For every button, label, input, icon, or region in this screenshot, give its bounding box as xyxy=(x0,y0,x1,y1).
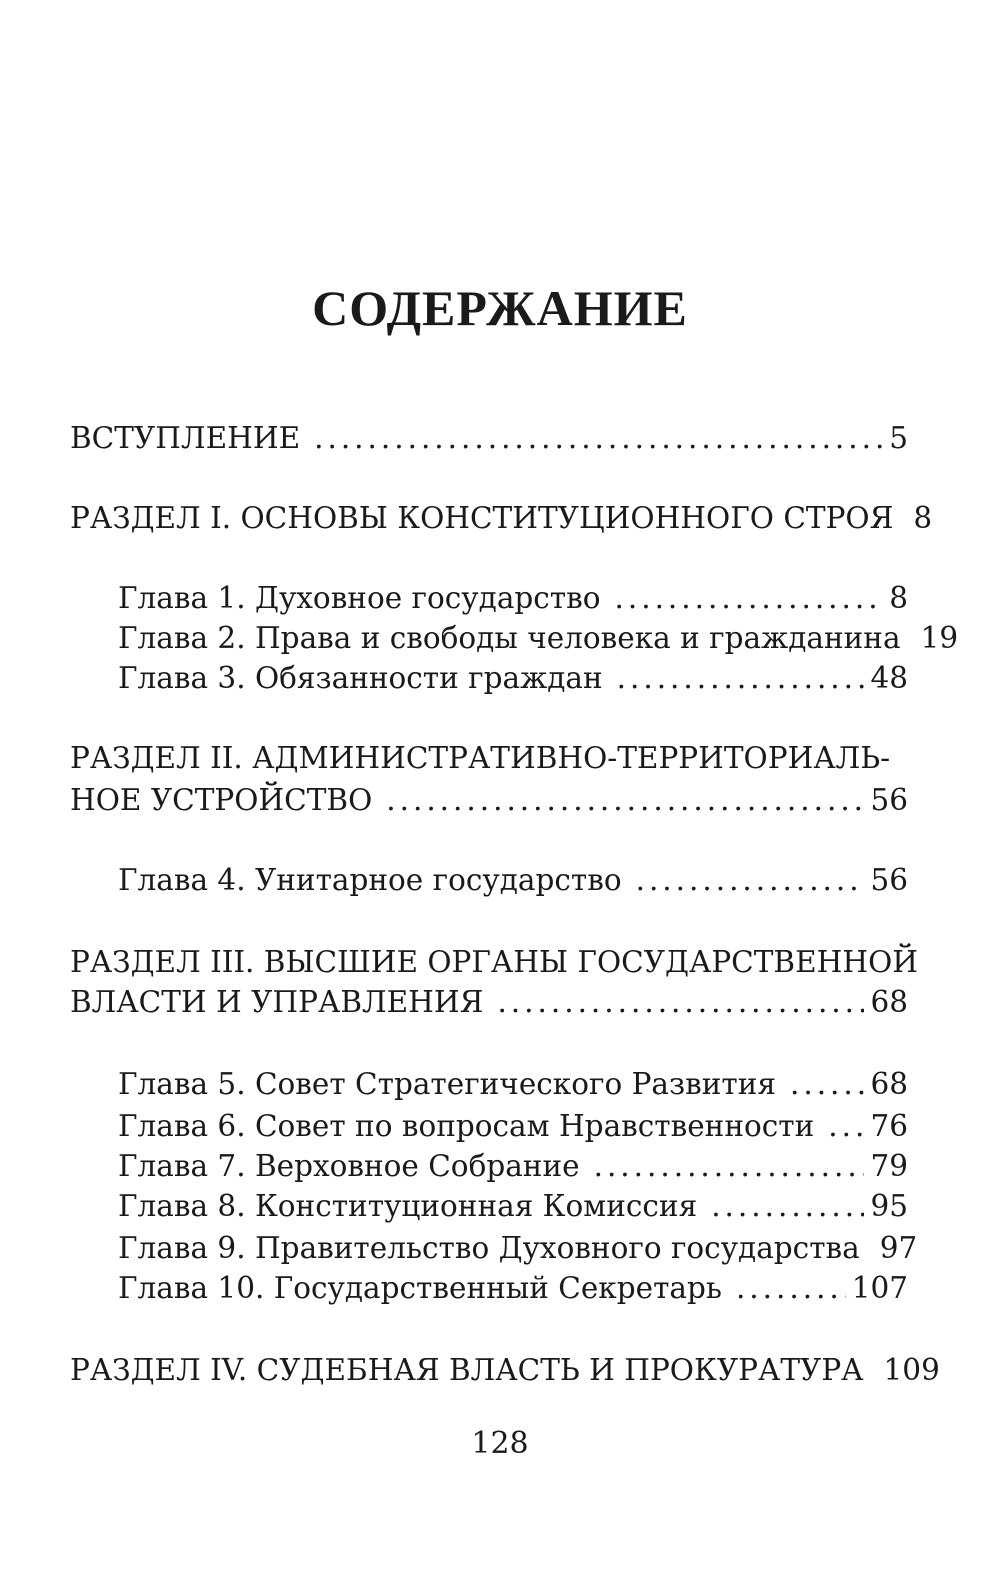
toc-entry-text: Глава 10. Государственный Секретарь xyxy=(118,1271,722,1305)
toc-entry-page: 95 xyxy=(870,1189,908,1223)
toc-entry-introduction[interactable] xyxy=(70,418,908,458)
toc-entry-section-3-line1[interactable] xyxy=(70,942,919,982)
toc-entry-section-2[interactable] xyxy=(70,780,908,820)
toc-entry-page: 68 xyxy=(870,985,908,1019)
toc-entry-chapter-5[interactable] xyxy=(118,1064,908,1104)
toc-entry-page: 56 xyxy=(870,783,908,817)
toc-entry-chapter-10[interactable] xyxy=(118,1268,908,1308)
dot-leader xyxy=(314,418,883,458)
toc-entry-chapter-2[interactable] xyxy=(118,618,959,658)
dot-leader xyxy=(828,1106,864,1146)
dot-leader xyxy=(594,1146,865,1186)
toc-entry-text: Глава 9. Правительство Духовного государства xyxy=(118,1231,860,1265)
toc-entry-page: 8 xyxy=(889,581,908,615)
toc-entry-chapter-1[interactable] xyxy=(118,578,908,618)
toc-entry-text: Глава 7. Верховное Собрание xyxy=(118,1149,580,1183)
toc-entry-section-3[interactable] xyxy=(70,982,908,1022)
toc-entry-section-2-line1[interactable] xyxy=(70,738,908,778)
toc-entry-chapter-8[interactable] xyxy=(118,1186,908,1226)
toc-entry-chapter-6[interactable] xyxy=(118,1106,908,1146)
dot-leader xyxy=(736,1268,846,1308)
dot-leader xyxy=(790,1064,864,1104)
toc-entry-page: 8 xyxy=(913,501,933,535)
toc-entry-page: 48 xyxy=(870,661,908,695)
toc-entry-text: Глава 5. Совет Стратегического Развития xyxy=(118,1067,776,1101)
toc-entry-text: Глава 1. Духовное государство xyxy=(118,581,601,615)
toc-entry-page: 107 xyxy=(851,1271,908,1305)
dot-leader xyxy=(386,780,864,820)
toc-entry-page: 56 xyxy=(870,863,908,897)
toc-entry-chapter-3[interactable] xyxy=(118,658,908,698)
toc-entry-section-1[interactable] xyxy=(70,498,933,538)
toc-entry-page: 109 xyxy=(883,1353,940,1387)
toc-entry-text: РАЗДЕЛ IV. СУДЕБНАЯ ВЛАСТЬ И ПРОКУРАТУРА xyxy=(70,1353,864,1387)
dot-leader xyxy=(615,578,884,618)
toc-entry-page: 76 xyxy=(870,1109,908,1143)
toc-entry-text: ВЛАСТИ И УПРАВЛЕНИЯ xyxy=(70,985,484,1019)
toc-entry-page: 79 xyxy=(870,1149,908,1183)
toc-entry-section-4[interactable] xyxy=(70,1350,940,1390)
dot-leader xyxy=(636,860,865,900)
toc-entry-text: Глава 6. Совет по вопросам Нравственности xyxy=(118,1109,815,1143)
toc-entry-text: Глава 3. Обязанности граждан xyxy=(118,661,603,695)
dot-leader xyxy=(617,658,865,698)
toc-entry-text: ВСТУПЛЕНИЕ xyxy=(70,421,301,455)
toc-entry-text: РАЗДЕЛ I. ОСНОВЫ КОНСТИТУЦИОННОГО СТРОЯ xyxy=(70,501,894,535)
toc-entry-text: РАЗДЕЛ III. ВЫСШИЕ ОРГАНЫ ГОСУДАРСТВЕННОЙ xyxy=(70,945,919,979)
toc-entry-text: Глава 4. Унитарное государство xyxy=(118,863,622,897)
toc-entry-page: 68 xyxy=(870,1067,908,1101)
dot-leader xyxy=(711,1186,864,1226)
toc-entry-page: 97 xyxy=(879,1231,918,1265)
toc-entry-text: НОЕ УСТРОЙСТВО xyxy=(70,783,373,817)
toc-entry-text: Глава 2. Права и свободы человека и гражданина xyxy=(118,621,901,655)
page-title: СОДЕРЖАНИЕ xyxy=(312,280,688,336)
toc-entry-page: 5 xyxy=(889,421,908,455)
page-number: 128 xyxy=(471,1426,529,1461)
dot-leader xyxy=(497,982,864,1022)
toc-entry-text: РАЗДЕЛ II. АДМИНИСТРАТИВНО-ТЕРРИТОРИАЛЬ- xyxy=(70,741,891,775)
toc-entry-chapter-4[interactable] xyxy=(118,860,908,900)
toc-entry-chapter-9[interactable] xyxy=(118,1228,918,1268)
toc-entry-chapter-7[interactable] xyxy=(118,1146,908,1186)
toc-entry-page: 19 xyxy=(920,621,959,655)
toc-entry-text: Глава 8. Конституционная Комиссия xyxy=(118,1189,698,1223)
